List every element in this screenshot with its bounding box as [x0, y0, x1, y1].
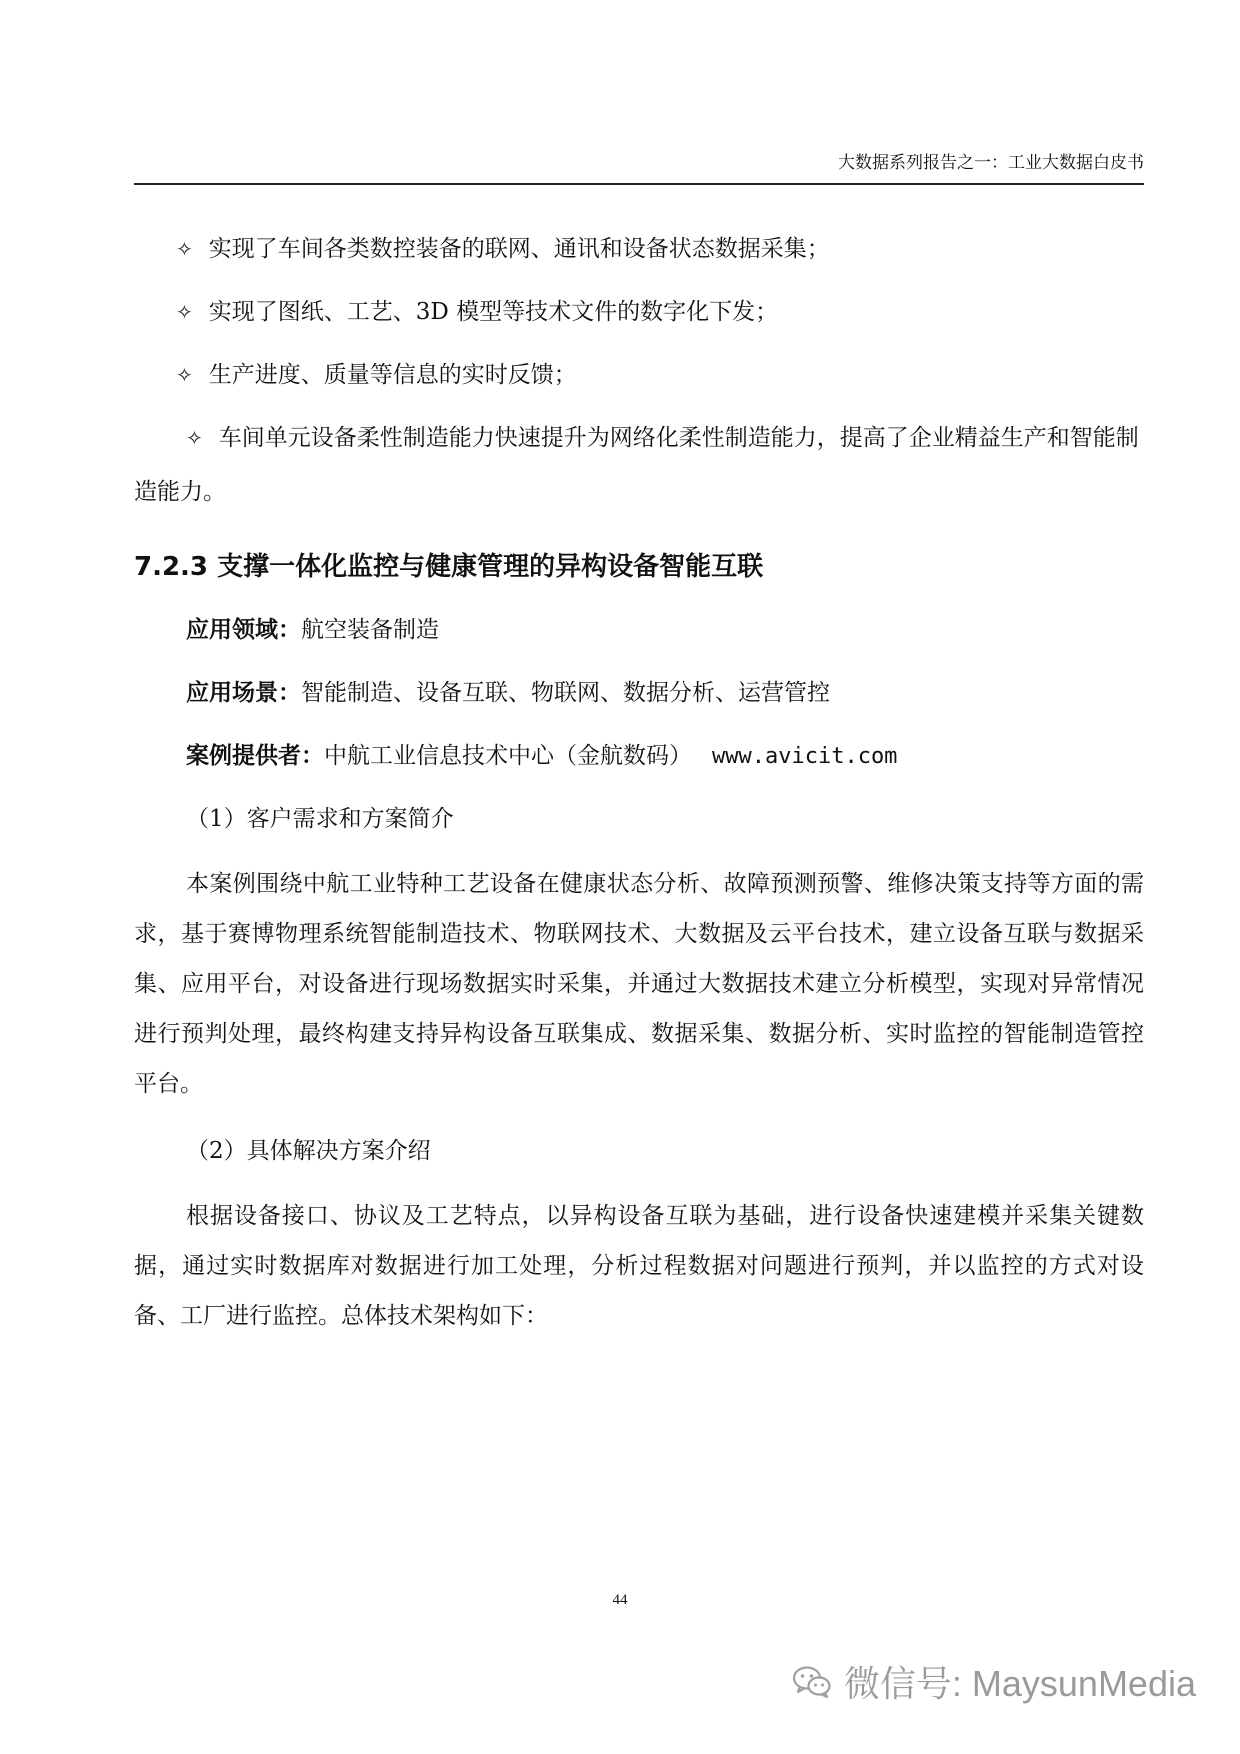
application-scenario [134, 673, 1144, 713]
bullet-text: 生产进度、质量等信息的实时反馈； [208, 362, 577, 388]
application-field-label: 应用领域： [186, 617, 301, 643]
header-rule [134, 183, 1144, 185]
bullet-item [134, 411, 1144, 519]
case-provider [134, 736, 1144, 777]
wechat-icon [792, 1665, 832, 1699]
page-body [134, 222, 1144, 1341]
diamond-star-icon: ✧ [176, 363, 193, 387]
section-heading: 7.2.3 支撑一体化监控与健康管理的异构设备智能互联 [134, 552, 764, 582]
bullet-item [134, 222, 1144, 276]
watermark [792, 1656, 1196, 1707]
subsection-heading-2: （2）具体解决方案介绍 [186, 1138, 431, 1164]
subsection-heading-1: （1）客户需求和方案简介 [186, 806, 454, 832]
body-paragraph-2: 根据设备接口、协议及工艺特点，以异构设备互联为基础，进行设备快速建模并采集关键数据，通过实时数据库对数据进行加工处理，分析过程数据对问题进行预判，并以监控的方式对设备、工厂进行监控。总体技术架构如下： [134, 1203, 1144, 1329]
application-field [134, 610, 1144, 650]
diamond-star-icon: ✧ [176, 237, 193, 261]
bullet-item [134, 348, 1144, 402]
bullet-text: 车间单元设备柔性制造能力快速提升为网络化柔性制造能力，提高了企业精益生产和智能制造能力。 [134, 425, 1139, 505]
bullet-text: 实现了车间各类数控装备的联网、通讯和设备状态数据采集； [208, 236, 830, 262]
bullet-text: 实现了图纸、工艺、3D 模型等技术文件的数字化下发； [208, 299, 779, 325]
page-number: 44 [612, 1592, 628, 1608]
running-header: 大数据系列报告之一：工业大数据白皮书 [838, 153, 1144, 173]
bullet-item [134, 285, 1144, 339]
case-provider-label: 案例提供者： [186, 743, 324, 769]
application-field-value: 航空装备制造 [301, 617, 439, 643]
body-paragraph-1: 本案例围绕中航工业特种工艺设备在健康状态分析、故障预测预警、维修决策支持等方面的需求，基于赛博物理系统智能制造技术、物联网技术、大数据及云平台技术，建立设备互联与数据采集、应用平台，对设备进行现场数据实时采集，并通过大数据技术建立分析模型，实现对异常情况进行预判处理，最终构建支持异构设备互联集成、数据采集、数据分析、实时监控的智能制造管控平台。 [134, 871, 1144, 1097]
provider-url: www.avicit.com [712, 744, 898, 769]
diamond-star-icon: ✧ [176, 300, 193, 324]
application-scenario-label: 应用场景： [186, 680, 301, 706]
application-scenario-value: 智能制造、设备互联、物联网、数据分析、运营管控 [301, 680, 830, 706]
watermark-text: 微信号: MaysunMedia [843, 1663, 1196, 1704]
diamond-star-icon: ✧ [186, 426, 203, 450]
case-provider-value: 中航工业信息技术中心（金航数码） [324, 743, 692, 769]
